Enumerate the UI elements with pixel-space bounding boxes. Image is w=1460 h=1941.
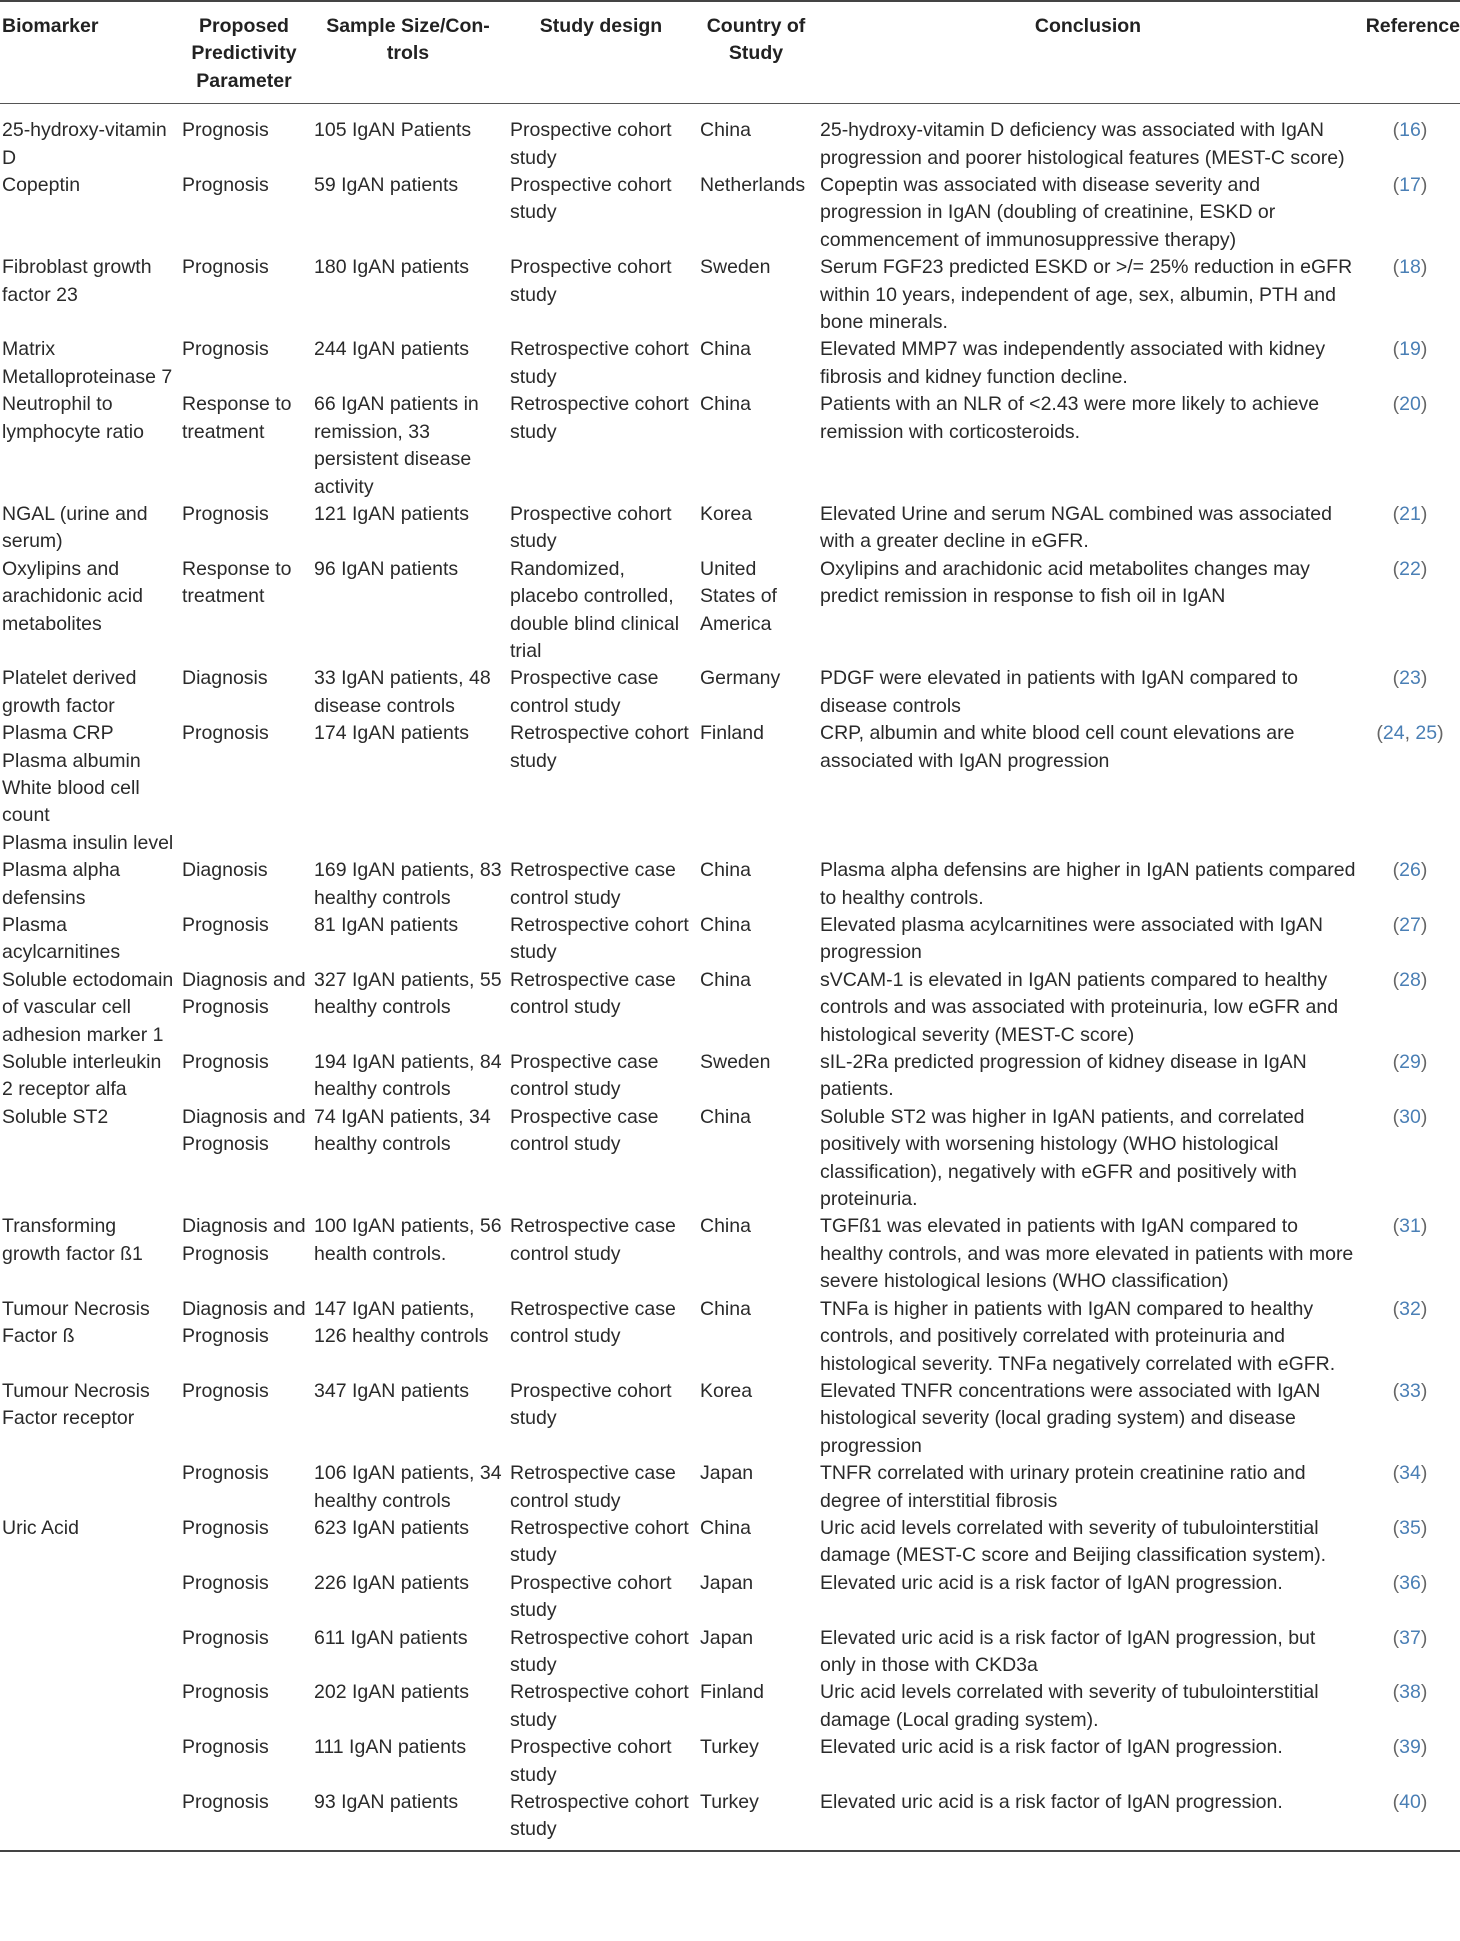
cell-parameter: Prognosis [182,338,269,361]
table-row [0,665,1460,720]
cell-study-design: Retrospective case control study [510,859,676,909]
cell-sample-size: 81 IgAN patients [314,914,459,936]
cell-biomarker: Tumour Necrosis Factor ß [2,1297,150,1348]
header-biomarker: Biomarker [0,1,178,104]
cell-conclusion: sVCAM-1 is elevated in IgAN patients compared to healthy controls and was associated with proteinuria, low eGFR and histological severity (MEST-C score) [820,968,1339,1046]
cell-study-design: Retrospective cohort study [510,1681,689,1731]
table-body [0,104,1460,1851]
cell-biomarker: Tumour Necrosis Factor receptor [2,1379,150,1430]
cell-conclusion: sIL-2Ra predicted progression of kidney disease in IgAN patients. [820,1051,1307,1101]
cell-study-design: Randomized, placebo controlled, double blind clinical trial [510,557,680,662]
cell-parameter: Prognosis [182,174,269,197]
table-row [0,501,1460,556]
cell-sample-size: 180 IgAN patients [314,256,470,279]
cell-parameter: Diagnosis and Prognosis [182,1297,306,1348]
cell-reference: (18) [1392,256,1428,279]
cell-sample-size: 623 IgAN patients [314,1516,470,1539]
cell-country: China [700,914,751,936]
cell-conclusion: Elevated uric acid is a risk factor of IgAN progression. [820,1736,1283,1759]
header-parameter: Proposed Predictivity Parameter [178,1,310,104]
cell-conclusion: TNFa is higher in patients with IgAN compared to healthy controls, and positively correlated with proteinuria and histological severity. TNFa negatively correlated with eGFR. [820,1297,1336,1375]
cell-country: Sweden [700,256,771,279]
cell-conclusion: 25-hydroxy-vitamin D deficiency was associated with IgAN progression and poorer histological features (MEST-C score) [820,119,1345,169]
cell-parameter: Response to treatment [182,393,292,443]
cell-sample-size: 66 IgAN patients in remission, 33 persistent disease activity [314,393,479,498]
cell-country: United States of America [700,557,777,635]
cell-sample-size: 59 IgAN patients [314,174,459,197]
cell-reference: (29) [1392,1051,1428,1074]
table-row [0,912,1460,967]
cell-reference: (21) [1392,502,1428,525]
cell-biomarker: Matrix Metalloproteinase 7 [2,338,173,388]
cell-parameter: Prognosis [182,256,269,279]
cell-study-design: Prospective cohort study [510,1736,672,1786]
cell-country: China [700,1297,751,1320]
cell-sample-size: 244 IgAN patients [314,338,470,361]
cell-parameter: Prognosis [182,722,269,745]
cell-country: Finland [700,722,764,745]
cell-sample-size: 93 IgAN patients [310,1789,506,1851]
cell-reference: (22) [1392,557,1428,580]
cell-study-design: Retrospective case control study [510,1215,676,1265]
cell-study-design: Retrospective cohort study [510,393,689,443]
cell-study-design: Prospective case control study [510,667,659,717]
table-row [0,104,1460,172]
cell-reference: (32) [1392,1297,1428,1320]
cell-study-design: Retrospective cohort study [510,1516,689,1567]
cell-country: Finland [700,1681,764,1704]
cell-biomarker [0,1734,178,1789]
cell-conclusion: Elevated uric acid is a risk factor of IgAN progression. [816,1789,1360,1851]
cell-parameter: Prognosis [182,1516,269,1539]
table-row [0,1213,1460,1295]
cell-conclusion: Elevated uric acid is a risk factor of IgAN progression. [820,1571,1283,1594]
cell-parameter: Diagnosis and Prognosis [182,968,306,1019]
header-design: Study design [506,1,696,104]
cell-biomarker: Plasma acylcarnitines [2,914,121,964]
cell-parameter: Diagnosis [182,859,268,882]
cell-sample-size: 327 IgAN patients, 55 healthy controls [314,968,502,1019]
cell-sample-size: 611 IgAN patients [314,1626,468,1649]
cell-country: China [700,968,751,991]
cell-study-design: Prospective cohort study [510,1571,672,1622]
cell-parameter: Prognosis [182,1626,269,1649]
cell-study-design: Retrospective cohort study [510,1626,689,1676]
cell-conclusion: Elevated MMP7 was independently associated with kidney fibrosis and kidney function decline. [820,338,1326,388]
cell-sample-size: 194 IgAN patients, 84 healthy controls [314,1051,502,1101]
table-row [0,857,1460,912]
cell-study-design: Prospective cohort study [510,502,672,553]
table-row [0,967,1460,1049]
cell-conclusion: TGFß1 was elevated in patients with IgAN compared to healthy controls, and was more elevated in patients with more severe histological lesions (WHO classification) [820,1215,1354,1293]
cell-study-design: Prospective cohort study [510,119,672,169]
cell-sample-size: 202 IgAN patients [314,1681,470,1704]
cell-biomarker: Plasma CRP Plasma albumin White blood cell count Plasma insulin level [2,722,174,854]
header-reference: Reference [1360,1,1460,104]
cell-reference: (37) [1392,1626,1428,1649]
cell-country: China [700,338,751,361]
table-row [0,391,1460,501]
cell-biomarker: Platelet derived growth factor [2,667,137,717]
cell-study-design: Retrospective case control study [510,1297,676,1348]
table-row [0,336,1460,391]
cell-reference: (34) [1392,1462,1428,1485]
cell-study-design: Prospective case control study [510,1105,659,1156]
table-row [0,172,1460,254]
cell-country: China [700,859,751,882]
cell-biomarker: 25-hydroxy-vitamin D [2,119,167,169]
cell-biomarker: Fibroblast growth factor 23 [2,256,152,306]
cell-parameter: Prognosis [182,1051,269,1074]
cell-biomarker [0,1570,178,1625]
cell-country: China [700,1215,751,1238]
cell-sample-size: 106 IgAN patients, 34 healthy controls [314,1462,502,1512]
cell-conclusion: Patients with an NLR of <2.43 were more likely to achieve remission with corticosteroids. [820,393,1320,443]
cell-parameter: Prognosis [182,1736,269,1759]
table-row [0,556,1460,666]
cell-biomarker: Transforming growth factor ß1 [2,1215,143,1265]
cell-study-design: Prospective case control study [510,1051,659,1101]
cell-country: Japan [700,1626,754,1649]
cell-parameter: Prognosis [182,119,269,142]
cell-reference: (17) [1392,174,1428,197]
cell-biomarker [0,1679,178,1734]
cell-sample-size: 105 IgAN Patients [314,119,472,142]
table-row [0,1570,1460,1625]
cell-parameter: Prognosis [182,1379,269,1402]
cell-biomarker [0,1789,178,1851]
cell-conclusion: Elevated plasma acylcarnitines were associated with IgAN progression [820,914,1323,964]
cell-reference: (20) [1392,393,1428,416]
cell-sample-size: 96 IgAN patients [314,557,459,580]
table-row [0,1789,1460,1851]
cell-biomarker: Copeptin [2,174,81,197]
cell-study-design: Retrospective case control study [510,968,676,1019]
cell-parameter: Diagnosis [182,667,268,690]
cell-parameter: Prognosis [178,1789,310,1851]
cell-conclusion: Plasma alpha defensins are higher in IgAN patients compared to healthy controls. [820,859,1356,909]
table-row [0,1515,1460,1570]
cell-sample-size: 111 IgAN patients [314,1736,467,1759]
cell-reference: (28) [1392,968,1428,991]
cell-biomarker: Neutrophil to lymphocyte ratio [2,393,144,443]
cell-reference: (16) [1392,119,1428,142]
cell-sample-size: 226 IgAN patients [314,1571,470,1594]
cell-reference: (40) [1360,1789,1460,1851]
cell-reference: (36) [1392,1571,1428,1594]
cell-parameter: Response to treatment [182,557,292,608]
cell-reference: (26) [1392,859,1428,882]
cell-parameter: Prognosis [182,502,269,525]
cell-conclusion: Elevated Urine and serum NGAL combined was associated with a greater decline in eGFR. [820,502,1332,553]
cell-parameter: Prognosis [182,1462,269,1485]
cell-sample-size: 174 IgAN patients [314,722,470,745]
table-row [0,1460,1460,1515]
cell-country: Turkey [696,1789,816,1851]
header-conclusion: Conclusion [816,1,1360,104]
cell-reference: (33) [1392,1379,1428,1402]
cell-conclusion: PDGF were elevated in patients with IgAN compared to disease controls [820,667,1298,717]
cell-sample-size: 74 IgAN patients, 34 healthy controls [314,1105,491,1156]
cell-biomarker: NGAL (urine and serum) [2,502,148,553]
table-row [0,720,1460,857]
table-header [0,1,1460,104]
header-row [0,1,1460,104]
cell-parameter: Prognosis [182,1571,269,1594]
cell-study-design: Prospective cohort study [510,256,672,306]
cell-reference: (30) [1392,1105,1428,1128]
cell-study-design: Retrospective cohort study [506,1789,696,1851]
cell-country: Netherlands [700,174,806,197]
cell-parameter: Diagnosis and Prognosis [182,1215,306,1265]
cell-country: China [700,119,751,142]
cell-reference: (39) [1392,1736,1428,1759]
cell-country: Japan [700,1462,754,1485]
cell-reference: (19) [1392,338,1428,361]
cell-conclusion: Oxylipins and arachidonic acid metabolites changes may predict remission in response to fish oil in IgAN [820,557,1310,608]
cell-conclusion: Copeptin was associated with disease severity and progression in IgAN (doubling of creatinine, ESKD or commencement of immunosuppressive therapy) [820,174,1276,251]
cell-reference: (35) [1392,1516,1428,1539]
cell-conclusion: TNFR correlated with urinary protein creatinine ratio and degree of interstitial fibrosis [820,1462,1306,1512]
header-sample: Sample Size/Con-trols [310,1,506,104]
cell-sample-size: 169 IgAN patients, 83 healthy controls [314,859,502,909]
cell-reference: (27) [1392,914,1428,936]
cell-sample-size: 347 IgAN patients [314,1379,470,1402]
cell-reference: (24, 25) [1376,722,1444,745]
cell-conclusion: CRP, albumin and white blood cell count elevations are associated with IgAN progression [820,722,1295,772]
table-row [0,1049,1460,1104]
cell-sample-size: 147 IgAN patients, 126 healthy controls [314,1297,489,1348]
cell-reference: (31) [1392,1215,1428,1238]
cell-study-design: Retrospective case control study [510,1462,676,1512]
cell-sample-size: 33 IgAN patients, 48 disease controls [314,667,491,717]
cell-study-design: Retrospective cohort study [510,914,689,964]
cell-country: Japan [700,1571,754,1594]
cell-parameter: Diagnosis and Prognosis [182,1105,306,1156]
cell-country: Sweden [700,1051,771,1074]
table-row [0,254,1460,336]
cell-reference: (38) [1392,1681,1428,1704]
cell-country: Turkey [700,1736,759,1759]
cell-sample-size: 121 IgAN patients [314,502,470,525]
cell-study-design: Prospective cohort study [510,174,672,224]
cell-conclusion: Soluble ST2 was higher in IgAN patients, and correlated positively with worsening histology (WHO histological classification), negatively with eGFR and positively with proteinuria. [820,1105,1305,1211]
table-row [0,1679,1460,1734]
table-row [0,1734,1460,1789]
cell-reference: (23) [1392,667,1428,690]
cell-study-design: Retrospective cohort study [510,338,689,388]
cell-conclusion: Elevated TNFR concentrations were associated with IgAN histological severity (local grading system) and disease progression [820,1379,1321,1457]
header-country: Country of Study [696,1,816,104]
cell-country: Germany [700,667,781,690]
table-row [0,1104,1460,1214]
cell-country: China [700,1105,751,1128]
cell-conclusion: Elevated uric acid is a risk factor of IgAN progression, but only in those with CKD3a [820,1626,1316,1676]
cell-biomarker: Plasma alpha defensins [2,859,121,909]
cell-conclusion: Uric acid levels correlated with severity of tubulointerstitial damage (Local grading system). [820,1681,1319,1731]
cell-biomarker: Uric Acid [2,1516,79,1539]
cell-conclusion: Uric acid levels correlated with severity of tubulointerstitial damage (MEST-C score and Beijing classification system). [820,1516,1327,1567]
cell-parameter: Prognosis [182,914,269,936]
cell-biomarker: Oxylipins and arachidonic acid metabolites [2,557,143,635]
table-row [0,1378,1460,1460]
cell-biomarker: Soluble ectodomain of vascular cell adhesion marker 1 [2,968,174,1046]
cell-country: Korea [700,1379,753,1402]
cell-sample-size: 100 IgAN patients, 56 health controls. [314,1215,502,1265]
table-row [0,1625,1460,1680]
cell-biomarker: Soluble ST2 [2,1105,109,1128]
cell-parameter: Prognosis [182,1681,269,1704]
cell-biomarker: Soluble interleukin 2 receptor alfa [2,1051,162,1101]
cell-conclusion: Serum FGF23 predicted ESKD or >/= 25% reduction in eGFR within 10 years, independent of age, sex, albumin, PTH and bone minerals. [820,256,1353,334]
cell-biomarker [0,1625,178,1680]
table-row [0,1296,1460,1378]
cell-country: China [700,393,751,416]
cell-country: Korea [700,502,753,525]
cell-study-design: Prospective cohort study [510,1379,672,1430]
cell-country: China [700,1516,751,1539]
cell-study-design: Retrospective cohort study [510,722,689,772]
cell-biomarker [0,1460,178,1515]
